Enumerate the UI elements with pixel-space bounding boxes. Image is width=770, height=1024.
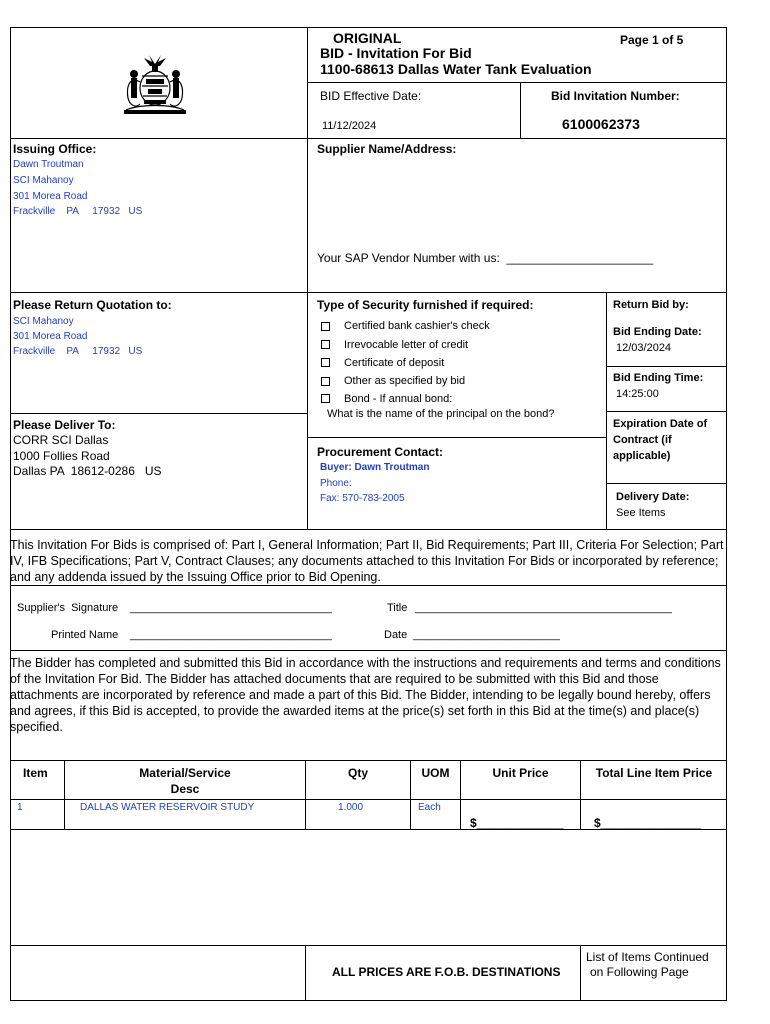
- bid-type: BID - Invitation For Bid: [320, 45, 472, 61]
- bid-ending-time-label: Bid Ending Time:: [613, 372, 704, 384]
- title-field[interactable]: __________________________________________: [415, 602, 672, 614]
- row-qty: 1.000: [338, 802, 364, 813]
- return-bid-label: Return Bid by:: [613, 299, 689, 311]
- bid-ending-date-label: Bid Ending Date:: [613, 326, 702, 338]
- issuing-office-line: 301 Morea Road: [13, 191, 88, 202]
- col-header-item: Item: [23, 766, 48, 780]
- supplier-signature-field[interactable]: _________________________________: [130, 602, 332, 614]
- bid-title: 1100-68613 Dallas Water Tank Evaluation: [320, 61, 592, 77]
- col-header-qty: Qty: [347, 766, 368, 780]
- expiration-date-label: applicable): [613, 450, 671, 462]
- security-option: Irrevocable letter of credit: [344, 339, 469, 351]
- printed-name-label: Printed Name: [51, 629, 119, 641]
- items-continued-note: List of Items Continued: [586, 950, 709, 964]
- row-item: 1: [17, 802, 23, 813]
- security-checkbox[interactable]: [321, 394, 330, 403]
- bid-ending-date-value: 12/03/2024: [616, 342, 672, 354]
- security-option: Certificate of deposit: [344, 357, 445, 369]
- procurement-contact-label: Procurement Contact:: [317, 445, 444, 459]
- expiration-date-label: Expiration Date of: [613, 418, 708, 430]
- supplier-signature-label: Supplier's Signature: [17, 602, 119, 614]
- date-field[interactable]: ________________________: [413, 629, 560, 641]
- security-type-label: Type of Security furnished if required:: [317, 298, 534, 312]
- deliver-to-line: CORR SCI Dallas: [13, 433, 109, 447]
- security-option: Certified bank cashier's check: [344, 320, 490, 332]
- title-label: Title: [387, 602, 408, 614]
- issuing-office-line: Dawn Troutman: [13, 159, 84, 170]
- issuing-office-line: SCI Mahanoy: [13, 175, 74, 186]
- supplier-address-label: Supplier Name/Address:: [317, 142, 457, 156]
- col-header-total-price: Total Line Item Price: [595, 766, 713, 780]
- deliver-to-line: Dallas PA 18612-0286 US: [13, 464, 162, 478]
- commonwealth-seal-icon: [116, 52, 194, 116]
- return-quotation-line: Frackville PA 17932 US: [13, 346, 143, 357]
- total-price-field[interactable]: $_______________: [594, 816, 701, 830]
- issuing-office-label: Issuing Office:: [13, 142, 97, 156]
- col-header-uom: UOM: [421, 766, 450, 780]
- return-quotation-label: Please Return Quotation to:: [13, 298, 172, 312]
- invitation-number-label: Bid Invitation Number:: [551, 89, 680, 103]
- security-checkbox[interactable]: [321, 358, 330, 367]
- deliver-to-label: Please Deliver To:: [13, 418, 116, 432]
- delivery-date-value: See Items: [616, 507, 666, 519]
- printed-name-field[interactable]: _________________________________: [130, 629, 332, 641]
- security-checkbox[interactable]: [321, 340, 330, 349]
- bond-principal-question: What is the name of the principal on the bond?: [327, 408, 555, 420]
- row-uom: Each: [418, 802, 441, 813]
- effective-date-value: 11/12/2024: [322, 120, 377, 132]
- sap-vendor-number-field[interactable]: Your SAP Vendor Number with us: ______________________: [317, 251, 654, 265]
- ifb-composition-text: This Invitation For Bids is comprised of: Part I, General Information; Part II, Bid Requirements; Part III, Criteria For Selection; Part IV, IFB Specifications; Part V, Contract Clauses; any documents attached to this Invitation For Bids or incorporated by reference; and any addenda issued by the Issuing Office prior to Bid Opening.: [10, 538, 724, 584]
- col-header-unit-price: Unit Price: [492, 766, 549, 780]
- row-description: DALLAS WATER RESERVOIR STUDY: [80, 802, 255, 813]
- security-option: Other as specified by bid: [344, 375, 466, 387]
- buyer-phone: Phone:: [320, 478, 352, 489]
- deliver-to-line: 1000 Follies Road: [13, 449, 110, 463]
- page-number: Page 1 of 5: [620, 33, 684, 47]
- buyer-name: Buyer: Dawn Troutman: [320, 462, 430, 473]
- items-continued-note: on Following Page: [590, 965, 689, 979]
- issuing-office-line: Frackville PA 17932 US: [13, 206, 143, 217]
- security-checkbox[interactable]: [321, 377, 330, 386]
- bidder-agreement-text: The Bidder has completed and submitted this Bid in accordance with the instructions and requirements and terms and conditions of the Invitation For Bid. The Bidder has attached documents that are required to be submitted with this Bid and those attachments are incorporated by reference and made a part of this Bid. The Bidder, intending to be legally bound hereby, offers and agrees, if this Bid is accepted, to provide the awarded items at the price(s) set forth in this Bid at the time(s) and place(s) specified.: [10, 656, 721, 734]
- return-quotation-line: 301 Morea Road: [13, 331, 88, 342]
- expiration-date-label: Contract (if: [613, 434, 672, 446]
- delivery-date-label: Delivery Date:: [616, 491, 690, 503]
- date-label: Date: [384, 629, 408, 641]
- buyer-fax: Fax: 570-783-2005: [320, 493, 405, 504]
- effective-date-label: BID Effective Date:: [320, 89, 422, 103]
- unit-price-field[interactable]: $_____________: [470, 816, 564, 830]
- security-option: Bond - If annual bond:: [344, 393, 453, 405]
- fob-destinations-note: ALL PRICES ARE F.O.B. DESTINATIONS: [332, 965, 561, 979]
- bid-ending-time-value: 14:25:00: [616, 388, 659, 400]
- original-label: ORIGINAL: [333, 30, 402, 46]
- return-quotation-line: SCI Mahanoy: [13, 316, 74, 327]
- invitation-number-value: 6100062373: [562, 116, 640, 132]
- col-header-material: Material/Service: [139, 766, 231, 780]
- col-header-desc: Desc: [170, 782, 200, 796]
- security-checkbox[interactable]: [321, 322, 330, 331]
